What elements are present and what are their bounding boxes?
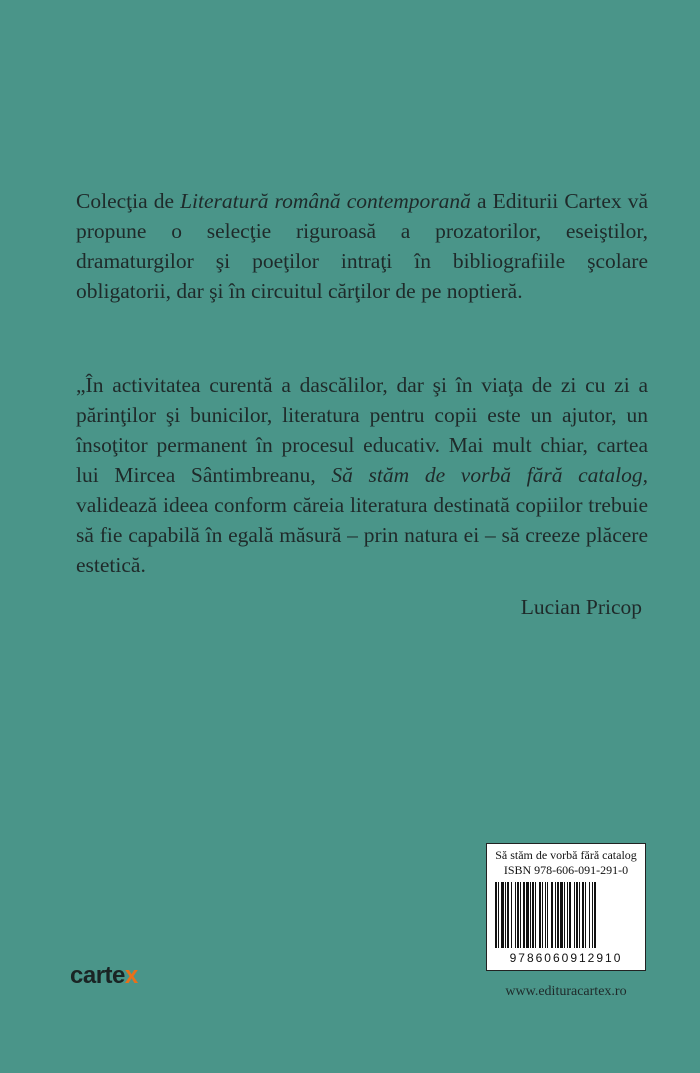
description-text-start: Colecţia de (76, 189, 181, 213)
quote-text-end: validează ideea conform căreia literatura destinată copiilor trebuie să fie capabilă în egală măsură – prin natura ei – să creeze plăcere estetică. (76, 493, 648, 577)
quote-author: Lucian Pricop (520, 595, 642, 619)
logo-text: carte (70, 962, 125, 989)
collection-name: Literatură română contemporană (180, 189, 471, 213)
publisher-website: www.edituracartex.ro (505, 984, 627, 999)
barcode-digits: 9786060912910 (509, 951, 623, 965)
barcode-bars-icon (493, 882, 639, 948)
collection-description (76, 186, 648, 306)
critic-quote (76, 370, 648, 580)
cartex-logo (70, 962, 138, 990)
book-title-italic: Să stăm de vorbă fără catalog, (331, 463, 648, 487)
barcode-label (486, 843, 646, 971)
description-text-end: a Editurii Cartex vă propune o selecţie riguroasă a prozatorilor, eseiştilor, dramaturgilor şi poeţilor intraţi în bibliografiile şcolare obligatorii, dar şi în circuitul cărţilor de pe noptieră. (76, 189, 648, 303)
isbn-text: ISBN 978-606-091-291-0 (503, 863, 629, 877)
logo-accent: x (124, 962, 138, 989)
barcode-book-title: Să stăm de vorbă fără catalog (495, 848, 637, 862)
quote-text-start: „În activitatea curentă a dascălilor, dar şi în viaţa de zi cu zi a părinţilor şi bunicilor, literatura pentru copii este un ajutor, un însoţitor permanent în procesul educativ. Mai mult chiar, cartea lui Mircea Sântimbreanu, (76, 373, 648, 487)
